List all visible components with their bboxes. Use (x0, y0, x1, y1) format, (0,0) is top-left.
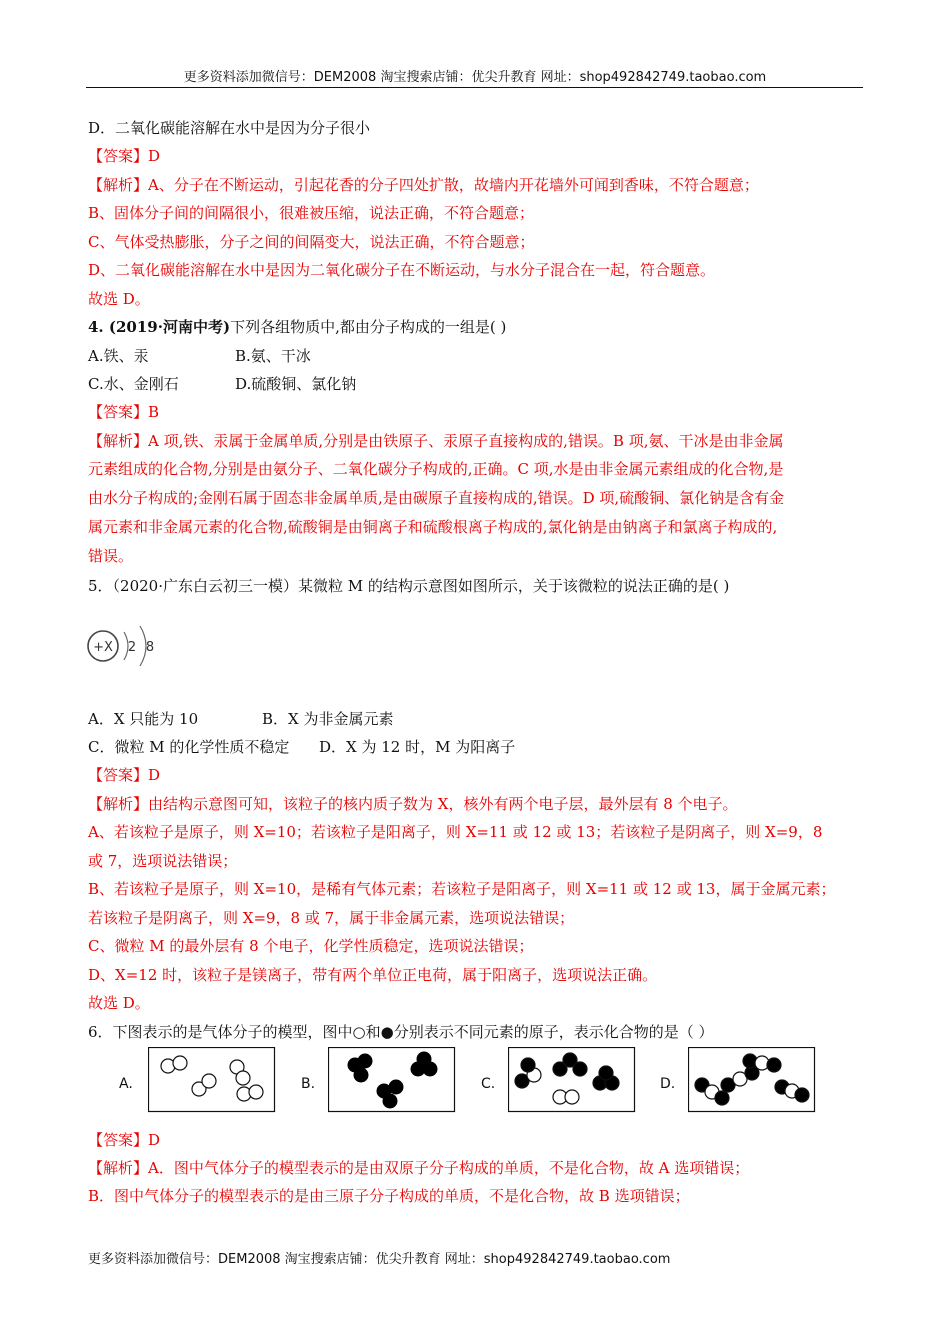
black-atom (354, 1068, 368, 1082)
q6-analysis-line: 【解析】A．图中气体分子的模型表示的是由双原子分子构成的单质，不是化合物，故 A 选项错误； (88, 1159, 750, 1177)
white-atom (565, 1090, 579, 1104)
q5-analysis-line: B、若该粒子是原子，则 X=10，是稀有气体元素；若该粒子是阳离子，则 X=11 或 12 或 13，属于金属元素； (88, 880, 836, 898)
q5-analysis-line: 【解析】由结构示意图可知，该粒子的核内质子数为 X，核外有两个电子层，最外层有 8 个电子。 (88, 795, 738, 813)
q5-stem: 5．（2020·广东白云初三一模）某微粒 M 的结构示意图如图所示，关于该微粒的说法正确的是( ) (88, 577, 730, 595)
q4-number: 4. (88, 318, 109, 336)
q6-option-a-label: A. (119, 1076, 133, 1092)
q4-option-c: C.水、金刚石 (88, 375, 179, 393)
page-footer: 更多资料添加微信号：DEM2008 淘宝搜索店铺：优尖升教育 网址：shop492842749.taobao.com (88, 1252, 671, 1267)
q5-analysis-line: C、微粒 M 的最外层有 8 个电子，化学性质稳定，选项说法错误； (88, 937, 534, 955)
q3-analysis-line: 故选 D。 (88, 290, 150, 308)
shell-1-electrons: 2 (127, 640, 137, 655)
q6-option-c-label: C. (481, 1076, 496, 1092)
q5-option-c: C．微粒 M 的化学性质不稳定 (88, 738, 290, 756)
black-atom (715, 1091, 729, 1105)
black-atom (383, 1094, 397, 1108)
q4-analysis-line: 【解析】A 项,铁、汞属于金属单质,分别是由铁原子、汞原子直接构成的,错误。B 项,氨、干冰是由非金属 (88, 432, 784, 450)
q4-stem (88, 317, 506, 337)
q4-option-a: A.铁、汞 (88, 347, 149, 365)
q6-analysis-line: B．图中气体分子的模型表示的是由三原子分子构成的单质，不是化合物，故 B 选项错误； (88, 1187, 690, 1205)
q4-source: (2019·河南中考) (108, 318, 231, 336)
q4-analysis-line: 由水分子构成的;金刚石属于固态非金属单质,是由碳原子直接构成的,错误。D 项,硫酸铜、氯化钠是含有金 (88, 489, 785, 507)
q3-analysis-line: C、气体受热膨胀，分子之间的间隔变大，说法正确，不符合题意； (88, 233, 535, 251)
q5-option-b: B．X 为非金属元素 (262, 710, 394, 728)
molecule-model-b (328, 1047, 456, 1113)
q4-analysis-line: 错误。 (88, 547, 134, 565)
q6-answer: 【答案】D (88, 1131, 161, 1149)
q4-option-b: B.氨、干冰 (235, 347, 311, 365)
molecule-model-a (148, 1047, 276, 1113)
black-atom (599, 1066, 613, 1080)
white-atom (173, 1056, 187, 1070)
q5-analysis-line: 若该粒子是阴离子，则 X=9，8 或 7，属于非金属元素，选项说法错误； (88, 909, 575, 927)
molecule-model-d (688, 1047, 816, 1113)
q5-option-a: A．X 只能为 10 (88, 710, 199, 728)
q4-stem-text: 下列各组物质中,都由分子构成的一组是( ) (230, 318, 507, 336)
header-divider (86, 87, 863, 88)
q4-analysis-line: 元素组成的化合物,分别是由氨分子、二氧化碳分子构成的,正确。C 项,水是由非金属元素组成的化合物,是 (88, 460, 784, 478)
q6-option-b-label: B. (301, 1076, 316, 1092)
white-atom (249, 1085, 263, 1099)
black-atom (358, 1054, 372, 1068)
q4-answer: 【答案】B (88, 403, 160, 421)
page-header: 更多资料添加微信号：DEM2008 淘宝搜索店铺：优尖升教育 网址：shop492842749.taobao.com (183, 70, 767, 85)
shell-2-electrons: 8 (145, 640, 155, 655)
q3-analysis-line: 【解析】A、分子在不断运动，引起花香的分子四处扩散，故墙内开花墙外可闻到香味，不符合题意； (88, 176, 759, 194)
q3-analysis-line: D、二氧化碳能溶解在水中是因为二氧化碳分子在不断运动，与水分子混合在一起，符合题意。 (88, 261, 716, 279)
q5-analysis-line: 或 7，选项说法错误； (88, 852, 238, 870)
q5-analysis-line: A、若该粒子是原子，则 X=10；若该粒子是阳离子，则 X=11 或 12 或 13；若该粒子是阴离子，则 X=9，8 (88, 823, 823, 841)
black-atom (389, 1080, 403, 1094)
q5-analysis-line: D、X=12 时，该粒子是镁离子，带有两个单位正电荷，属于阳离子，选项说法正确。 (88, 966, 658, 984)
q4-option-d: D.硫酸铜、氯化钠 (235, 375, 357, 393)
black-atom (767, 1058, 781, 1072)
black-atom (521, 1058, 535, 1072)
q5-answer: 【答案】D (88, 766, 161, 784)
white-atom (236, 1071, 250, 1085)
q5-analysis-line: 故选 D。 (88, 994, 150, 1012)
q6-stem: 6．下图表示的是气体分子的模型，图中○和●分别表示不同元素的原子，表示化合物的是（ ） (88, 1023, 714, 1041)
nucleus-label: +X (93, 640, 113, 655)
black-atom (573, 1062, 587, 1076)
q3-answer: 【答案】D (88, 147, 161, 165)
q3-option-d: D．二氧化碳能溶解在水中是因为分子很小 (88, 119, 371, 137)
molecule-model-c (508, 1047, 636, 1113)
q4-analysis-line: 属元素和非金属元素的化合物,硫酸铜是由铜离子和硫酸根离子构成的,氯化钠是由钠离子和氯离子构成的, (88, 518, 778, 536)
q5-option-d: D．X 为 12 时，M 为阳离子 (319, 738, 516, 756)
white-atom (202, 1074, 216, 1088)
q3-analysis-line: B、固体分子间的间隔很小，很难被压缩，说法正确，不符合题意； (88, 204, 535, 222)
q6-option-d-label: D. (660, 1076, 676, 1092)
black-atom (795, 1088, 809, 1102)
black-atom (417, 1052, 431, 1066)
atom-structure-diagram (86, 618, 166, 674)
